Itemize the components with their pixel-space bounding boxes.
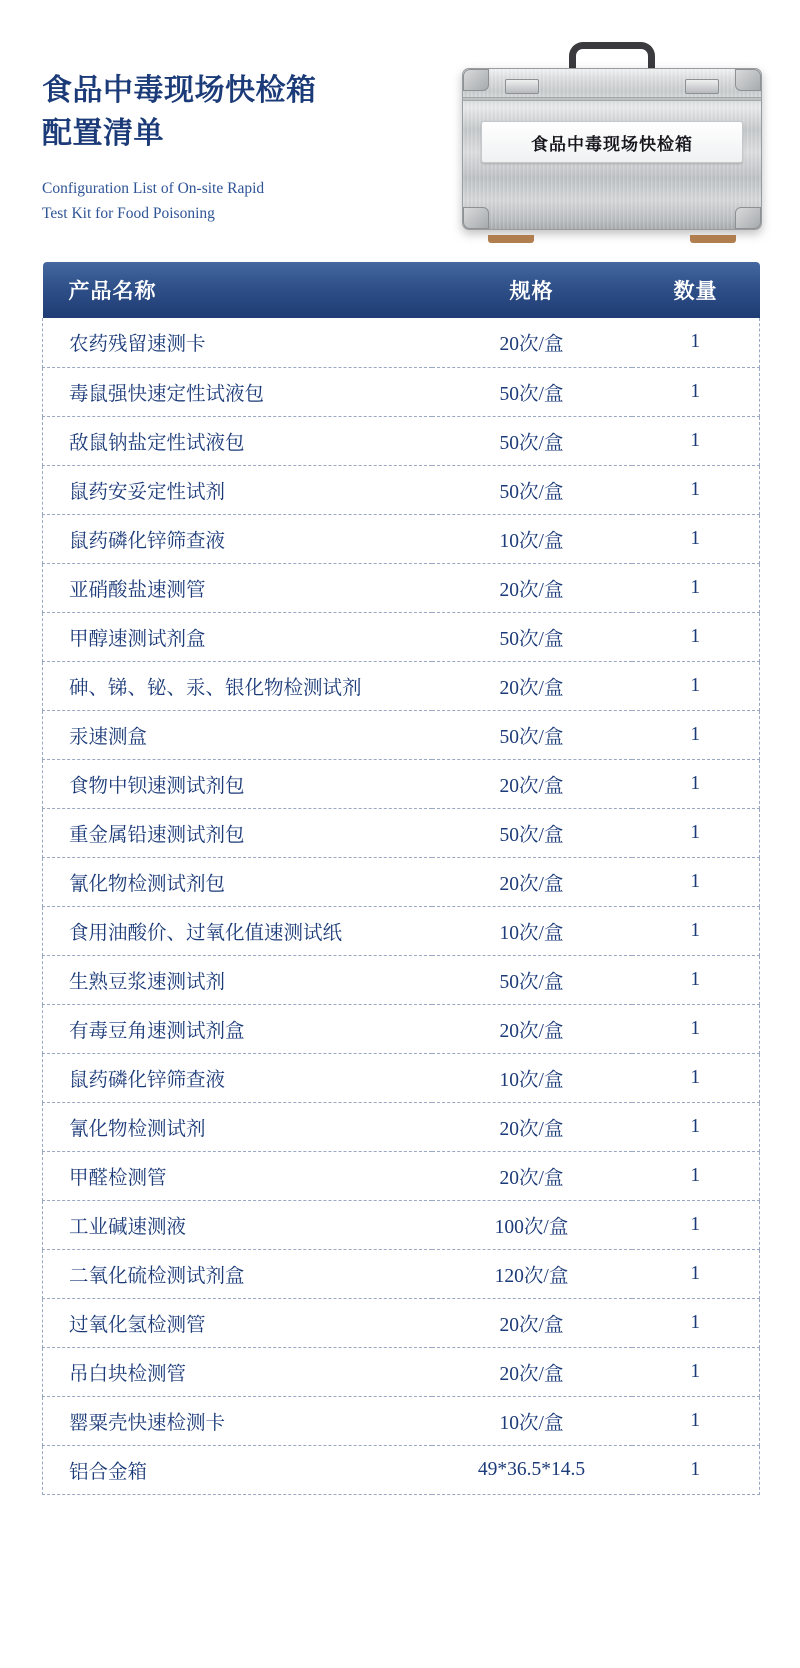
cell-quantity: 1 [632,1445,760,1494]
table-row [43,1200,760,1249]
cell-product-name: 甲醛检测管 [43,1151,432,1200]
cell-product-name: 汞速测盒 [43,710,432,759]
case-corner-top-left [463,69,489,91]
cell-specification: 120次/盒 [432,1249,632,1298]
table-row [43,612,760,661]
case-corner-top-right [735,69,761,91]
cell-quantity: 1 [632,416,760,465]
column-header-name: 产品名称 [43,262,432,318]
table-row [43,1347,760,1396]
cell-specification: 20次/盒 [432,857,632,906]
cell-quantity: 1 [632,1151,760,1200]
cell-product-name: 氰化物检测试剂 [43,1102,432,1151]
cell-quantity: 1 [632,318,760,367]
title-block [42,70,462,227]
table-header-row [43,262,760,318]
case-corner-bottom-left [463,207,489,229]
cell-specification: 50次/盒 [432,710,632,759]
cell-specification: 50次/盒 [432,367,632,416]
column-header-spec: 规格 [432,262,632,318]
cell-specification: 20次/盒 [432,1004,632,1053]
case-label-text: 食品中毒现场快检箱 [481,121,743,163]
page-subtitle [42,177,342,227]
page-header [0,0,800,250]
cell-specification: 20次/盒 [432,759,632,808]
cell-specification: 20次/盒 [432,1347,632,1396]
cell-product-name: 农药残留速测卡 [43,318,432,367]
case-lid-seam [463,97,761,101]
cell-product-name: 生熟豆浆速测试剂 [43,955,432,1004]
page-title-line1: 食品中毒现场快检箱 [42,74,317,107]
cell-product-name: 鼠药磷化锌筛查液 [43,1053,432,1102]
cell-product-name: 铝合金箱 [43,1445,432,1494]
cell-quantity: 1 [632,1249,760,1298]
cell-product-name: 毒鼠强快速定性试液包 [43,367,432,416]
table-row [43,808,760,857]
page-title-line2: 配置清单 [42,116,164,150]
case-latch-right-icon [685,79,719,94]
cell-quantity: 1 [632,1053,760,1102]
page-subtitle-line1: Configuration List of On-site Rapid [42,180,265,198]
cell-product-name: 亚硝酸盐速测管 [43,563,432,612]
cell-specification: 50次/盒 [432,416,632,465]
case-corner-bottom-right [735,207,761,229]
cell-specification: 50次/盒 [432,612,632,661]
cell-product-name: 有毒豆角速测试剂盒 [43,1004,432,1053]
cell-quantity: 1 [632,661,760,710]
cell-quantity: 1 [632,857,760,906]
cell-specification: 20次/盒 [432,563,632,612]
cell-quantity: 1 [632,710,760,759]
case-foot-left [488,235,534,243]
cell-product-name: 鼠药安妥定性试剂 [43,465,432,514]
cell-product-name: 重金属铅速测试剂包 [43,808,432,857]
table-row [43,1151,760,1200]
cell-quantity: 1 [632,906,760,955]
cell-specification: 20次/盒 [432,1298,632,1347]
cell-product-name: 甲醇速测试剂盒 [43,612,432,661]
cell-product-name: 二氧化硫检测试剂盒 [43,1249,432,1298]
cell-product-name: 食用油酸价、过氧化值速测试纸 [43,906,432,955]
cell-quantity: 1 [632,759,760,808]
cell-specification: 20次/盒 [432,318,632,367]
cell-specification: 49*36.5*14.5 [432,1445,632,1494]
table-row [43,1053,760,1102]
cell-quantity: 1 [632,514,760,563]
table-row [43,563,760,612]
table-row [43,955,760,1004]
table-row [43,906,760,955]
cell-specification: 20次/盒 [432,661,632,710]
table-row [43,1298,760,1347]
aluminum-case-image [462,42,762,237]
cell-specification: 10次/盒 [432,1053,632,1102]
table-row [43,367,760,416]
cell-quantity: 1 [632,1396,760,1445]
case-body [462,68,762,230]
cell-specification: 20次/盒 [432,1102,632,1151]
cell-quantity: 1 [632,612,760,661]
table-row [43,465,760,514]
cell-quantity: 1 [632,1004,760,1053]
case-latch-left-icon [505,79,539,94]
column-header-qty: 数量 [632,262,760,318]
cell-product-name: 氰化物检测试剂包 [43,857,432,906]
cell-product-name: 砷、锑、铋、汞、银化物检测试剂 [43,661,432,710]
cell-product-name: 工业碱速测液 [43,1200,432,1249]
page-title [42,70,462,155]
cell-product-name: 罂粟壳快速检测卡 [43,1396,432,1445]
cell-quantity: 1 [632,1298,760,1347]
cell-specification: 50次/盒 [432,955,632,1004]
cell-specification: 50次/盒 [432,808,632,857]
table-row [43,318,760,367]
case-foot-right [690,235,736,243]
table-row [43,416,760,465]
cell-specification: 10次/盒 [432,906,632,955]
cell-specification: 10次/盒 [432,1396,632,1445]
table-head [43,262,760,318]
cell-specification: 100次/盒 [432,1200,632,1249]
cell-quantity: 1 [632,563,760,612]
cell-specification: 20次/盒 [432,1151,632,1200]
table-row [43,1249,760,1298]
cell-product-name: 鼠药磷化锌筛查液 [43,514,432,563]
table-row [43,1445,760,1494]
cell-product-name: 敌鼠钠盐定性试液包 [43,416,432,465]
table-row [43,514,760,563]
cell-product-name: 过氧化氢检测管 [43,1298,432,1347]
table-row [43,1102,760,1151]
configuration-table-wrap [42,262,760,1495]
cell-specification: 50次/盒 [432,465,632,514]
cell-quantity: 1 [632,955,760,1004]
cell-product-name: 食物中钡速测试剂包 [43,759,432,808]
cell-quantity: 1 [632,367,760,416]
page-subtitle-line2: Test Kit for Food Poisoning [42,204,215,222]
cell-quantity: 1 [632,808,760,857]
cell-quantity: 1 [632,1102,760,1151]
cell-product-name: 吊白块检测管 [43,1347,432,1396]
cell-quantity: 1 [632,465,760,514]
table-row [43,710,760,759]
table-row [43,1396,760,1445]
table-body [43,318,760,1494]
cell-quantity: 1 [632,1200,760,1249]
table-row [43,857,760,906]
configuration-table [42,262,760,1495]
table-row [43,1004,760,1053]
cell-specification: 10次/盒 [432,514,632,563]
cell-quantity: 1 [632,1347,760,1396]
table-row [43,759,760,808]
table-row [43,661,760,710]
